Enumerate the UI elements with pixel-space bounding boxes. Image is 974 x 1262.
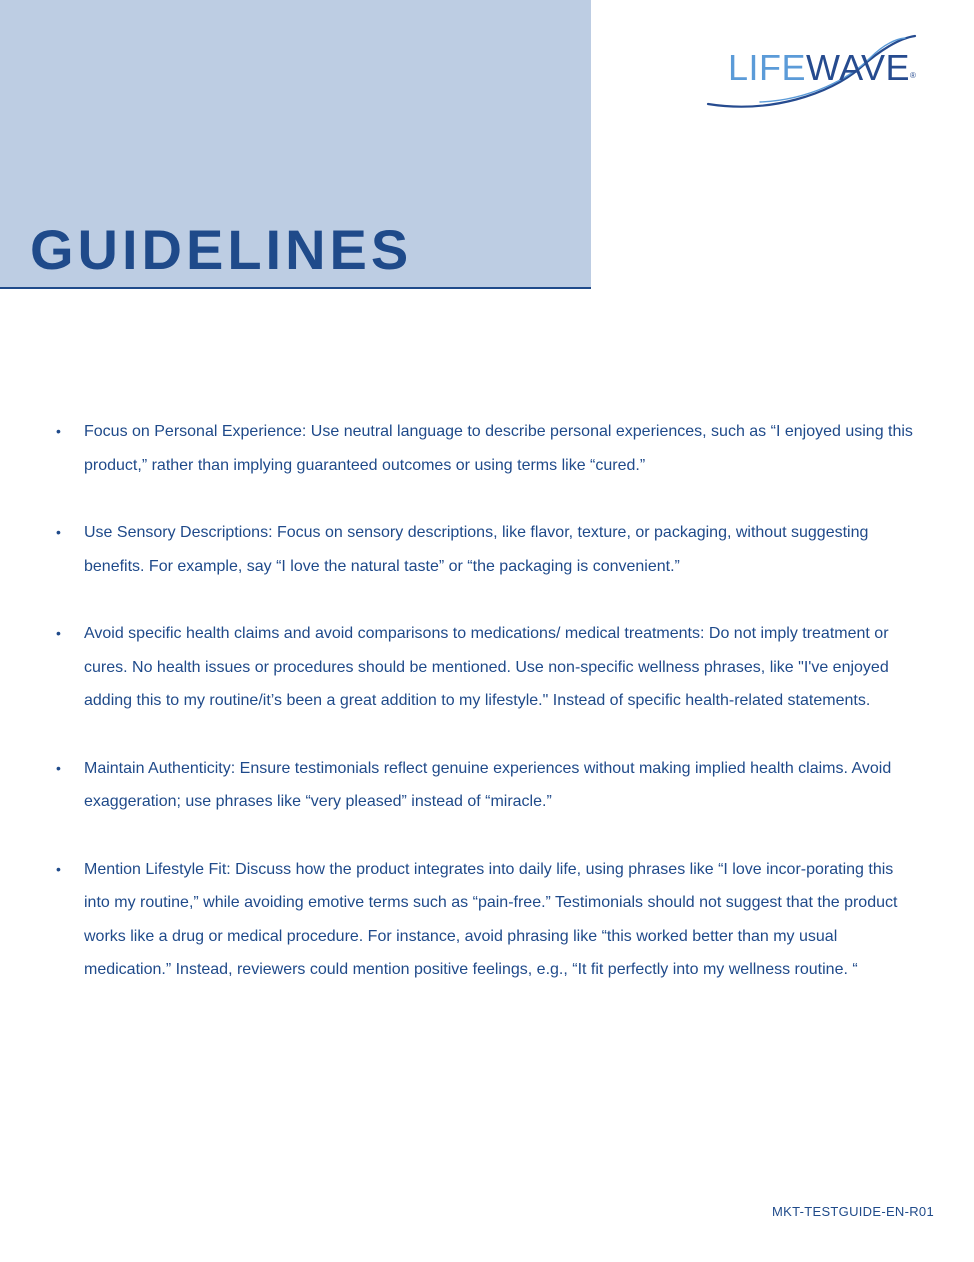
guideline-text: Maintain Authenticity: Ensure testimonials reflect genuine experiences without making implied health claims. Avoid exaggeration; use phrases like “very pleased” instead of “miracle.” (84, 759, 892, 810)
bullet-icon: • (56, 423, 61, 439)
bullet-icon: • (56, 524, 61, 540)
bullet-icon: • (56, 625, 61, 641)
header-divider (0, 287, 591, 289)
guideline-item (56, 853, 916, 987)
guideline-text: Use Sensory Descriptions: Focus on sensory descriptions, like flavor, texture, or packaging, without suggesting benefits. For example, say “I love the natural taste” or “the packaging is convenient.” (84, 524, 869, 575)
logo-registered-mark: ® (910, 71, 917, 80)
logo-part-life: LIFE (728, 47, 807, 88)
guidelines-list (56, 415, 916, 1021)
guideline-item (56, 752, 916, 819)
logo-wordmark (728, 48, 916, 88)
guideline-text: Avoid specific health claims and avoid comparisons to medications/ medical treatments: Do not imply treatment or cures. No health issues or procedures should be mentioned. Use non-specific wellness phrases, like "I've enjoyed adding this to my routine/it’s been a great addition to my lifestyle." Instead of specific health-related statements. (84, 625, 889, 709)
guideline-item (56, 415, 916, 482)
guideline-text: Mention Lifestyle Fit: Discuss how the product integrates into daily life, using phrases like “I love incor-porating this into my routine,” while avoiding emotive terms such as “pain-free.” Testimonials should not suggest that the product works like a drug or medical procedure. For instance, avoid phrasing like “this worked better than my usual medication.” Instead, reviewers could mention positive feelings, e.g., “It fit perfectly into my wellness routine. “ (84, 860, 898, 978)
guideline-item (56, 617, 916, 718)
bullet-icon: • (56, 759, 61, 776)
page-title: GUIDELINES (30, 218, 413, 281)
guideline-item (56, 516, 916, 583)
logo-part-wave: WAVE (806, 47, 911, 88)
guideline-text: Focus on Personal Experience: Use neutral language to describe personal experiences, such as “I enjoyed using this product,” rather than implying guaranteed outcomes or using terms like “cured.” (84, 423, 913, 474)
document-code: MKT-TESTGUIDE-EN-R01 (771, 1204, 934, 1219)
bullet-icon: • (56, 860, 61, 877)
lifewave-logo (700, 30, 940, 114)
